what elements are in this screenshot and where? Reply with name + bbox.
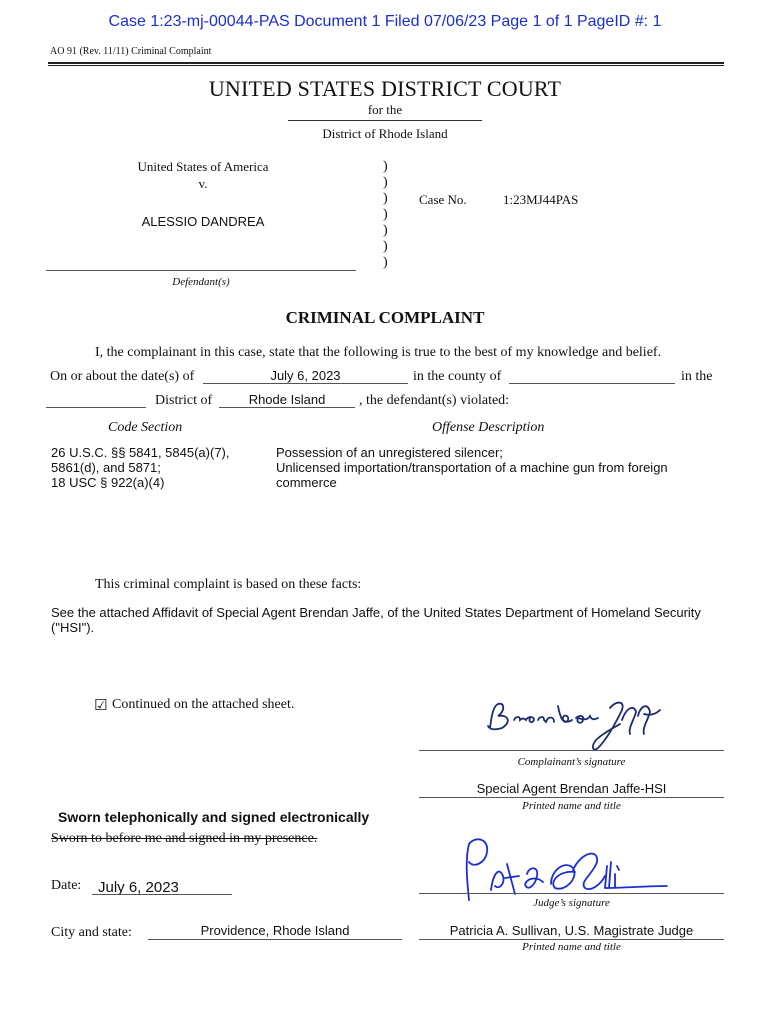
offense-description-list [276, 445, 668, 490]
district-rule [288, 120, 482, 121]
form-id: AO 91 (Rev. 11/11) Criminal Complaint [50, 46, 212, 57]
for-the: for the [367, 102, 403, 117]
date-value-rule [92, 894, 232, 895]
complaint-title: CRIMINAL COMPLAINT [285, 308, 485, 327]
top-rule-thick [48, 62, 724, 64]
complainant-signature-rule [419, 750, 724, 751]
district-of-label: District of [155, 393, 213, 408]
city-state-label: City and state: [51, 925, 132, 940]
date-label: Date: [51, 878, 82, 893]
code-section-line: 5861(d), and 5871; [51, 460, 161, 475]
plaintiff: United States of America [137, 159, 269, 174]
continued-checkbox[interactable]: ☑ [94, 696, 108, 714]
city-state-value: Providence, Rhode Island [200, 923, 350, 938]
facts-line: ("HSI"). [51, 620, 95, 635]
case-no-label: Case No. [419, 192, 467, 207]
court-title: UNITED STATES DISTRICT COURT [208, 76, 562, 101]
facts-text [51, 605, 701, 635]
in-county-label: in the county of [413, 369, 502, 384]
code-section-list [51, 445, 230, 490]
date-rule [203, 383, 408, 384]
complainant-printed-name: Special Agent Brendan Jaffe-HSI [476, 781, 667, 796]
judge-signature-rule [419, 893, 724, 894]
offense-description-header: Offense Description [432, 420, 545, 435]
top-rule-thin [48, 65, 724, 66]
city-state-rule [148, 939, 402, 940]
district-prefix-rule [46, 407, 146, 408]
in-the-label: in the [681, 369, 713, 384]
case-no: 1:23MJ44PAS [503, 192, 579, 207]
county-rule [509, 383, 675, 384]
judge-signature-label: Judge’s signature [533, 897, 610, 909]
code-section-header: Code Section [108, 420, 183, 435]
court-district: District of Rhode Island [322, 126, 448, 141]
on-or-about-label: On or about the date(s) of [50, 369, 195, 384]
defendant-label: Defendant(s) [172, 276, 230, 288]
versus: v. [198, 176, 208, 191]
date-value: July 6, 2023 [98, 879, 179, 896]
continued-label: Continued on the attached sheet. [112, 697, 295, 712]
offense-line: Possession of an unregistered silencer; [276, 445, 503, 460]
complainant-name-rule [419, 797, 724, 798]
defendant-name: ALESSIO DANDREA [141, 214, 265, 229]
code-section-line: 18 USC § 922(a)(4) [51, 475, 165, 490]
offense-line: Unlicensed importation/transportation of a machine gun from foreign [276, 460, 668, 475]
offense-date: July 6, 2023 [270, 368, 341, 383]
complainant-signature-label: Complainant’s signature [517, 756, 626, 768]
violated-label: , the defendant(s) violated: [359, 393, 510, 408]
judge-printed-name: Patricia A. Sullivan, U.S. Magistrate Judge [449, 923, 694, 938]
sworn-struck-text: Sworn to before me and signed in my presence. [51, 831, 318, 846]
district-rule-fill [219, 407, 355, 408]
caption-parens: ) ) ) ) ) ) ) [383, 159, 388, 270]
statement-intro: I, the complainant in this case, state that the following is true to the best of my knowledge and belief. [95, 345, 662, 360]
offense-line: commerce [276, 475, 337, 490]
filing-stamp: Case 1:23-mj-00044-PAS Document 1 Filed 07/06/23 Page 1 of 1 PageID #: 1 [108, 13, 662, 30]
defendant-rule [46, 270, 356, 271]
facts-label: This criminal complaint is based on these facts: [95, 577, 362, 592]
sworn-electronically: Sworn telephonically and signed electronically [58, 809, 370, 825]
code-section-line: 26 U.S.C. §§ 5841, 5845(a)(7), [51, 445, 230, 460]
judge-printed-label: Printed name and title [522, 941, 621, 953]
facts-line: See the attached Affidavit of Special Agent Brendan Jaffe, of the United States Department of Homeland Security [51, 605, 701, 620]
judge-name-rule [419, 939, 724, 940]
complainant-printed-label: Printed name and title [522, 800, 621, 812]
district-value: Rhode Island [248, 392, 326, 407]
